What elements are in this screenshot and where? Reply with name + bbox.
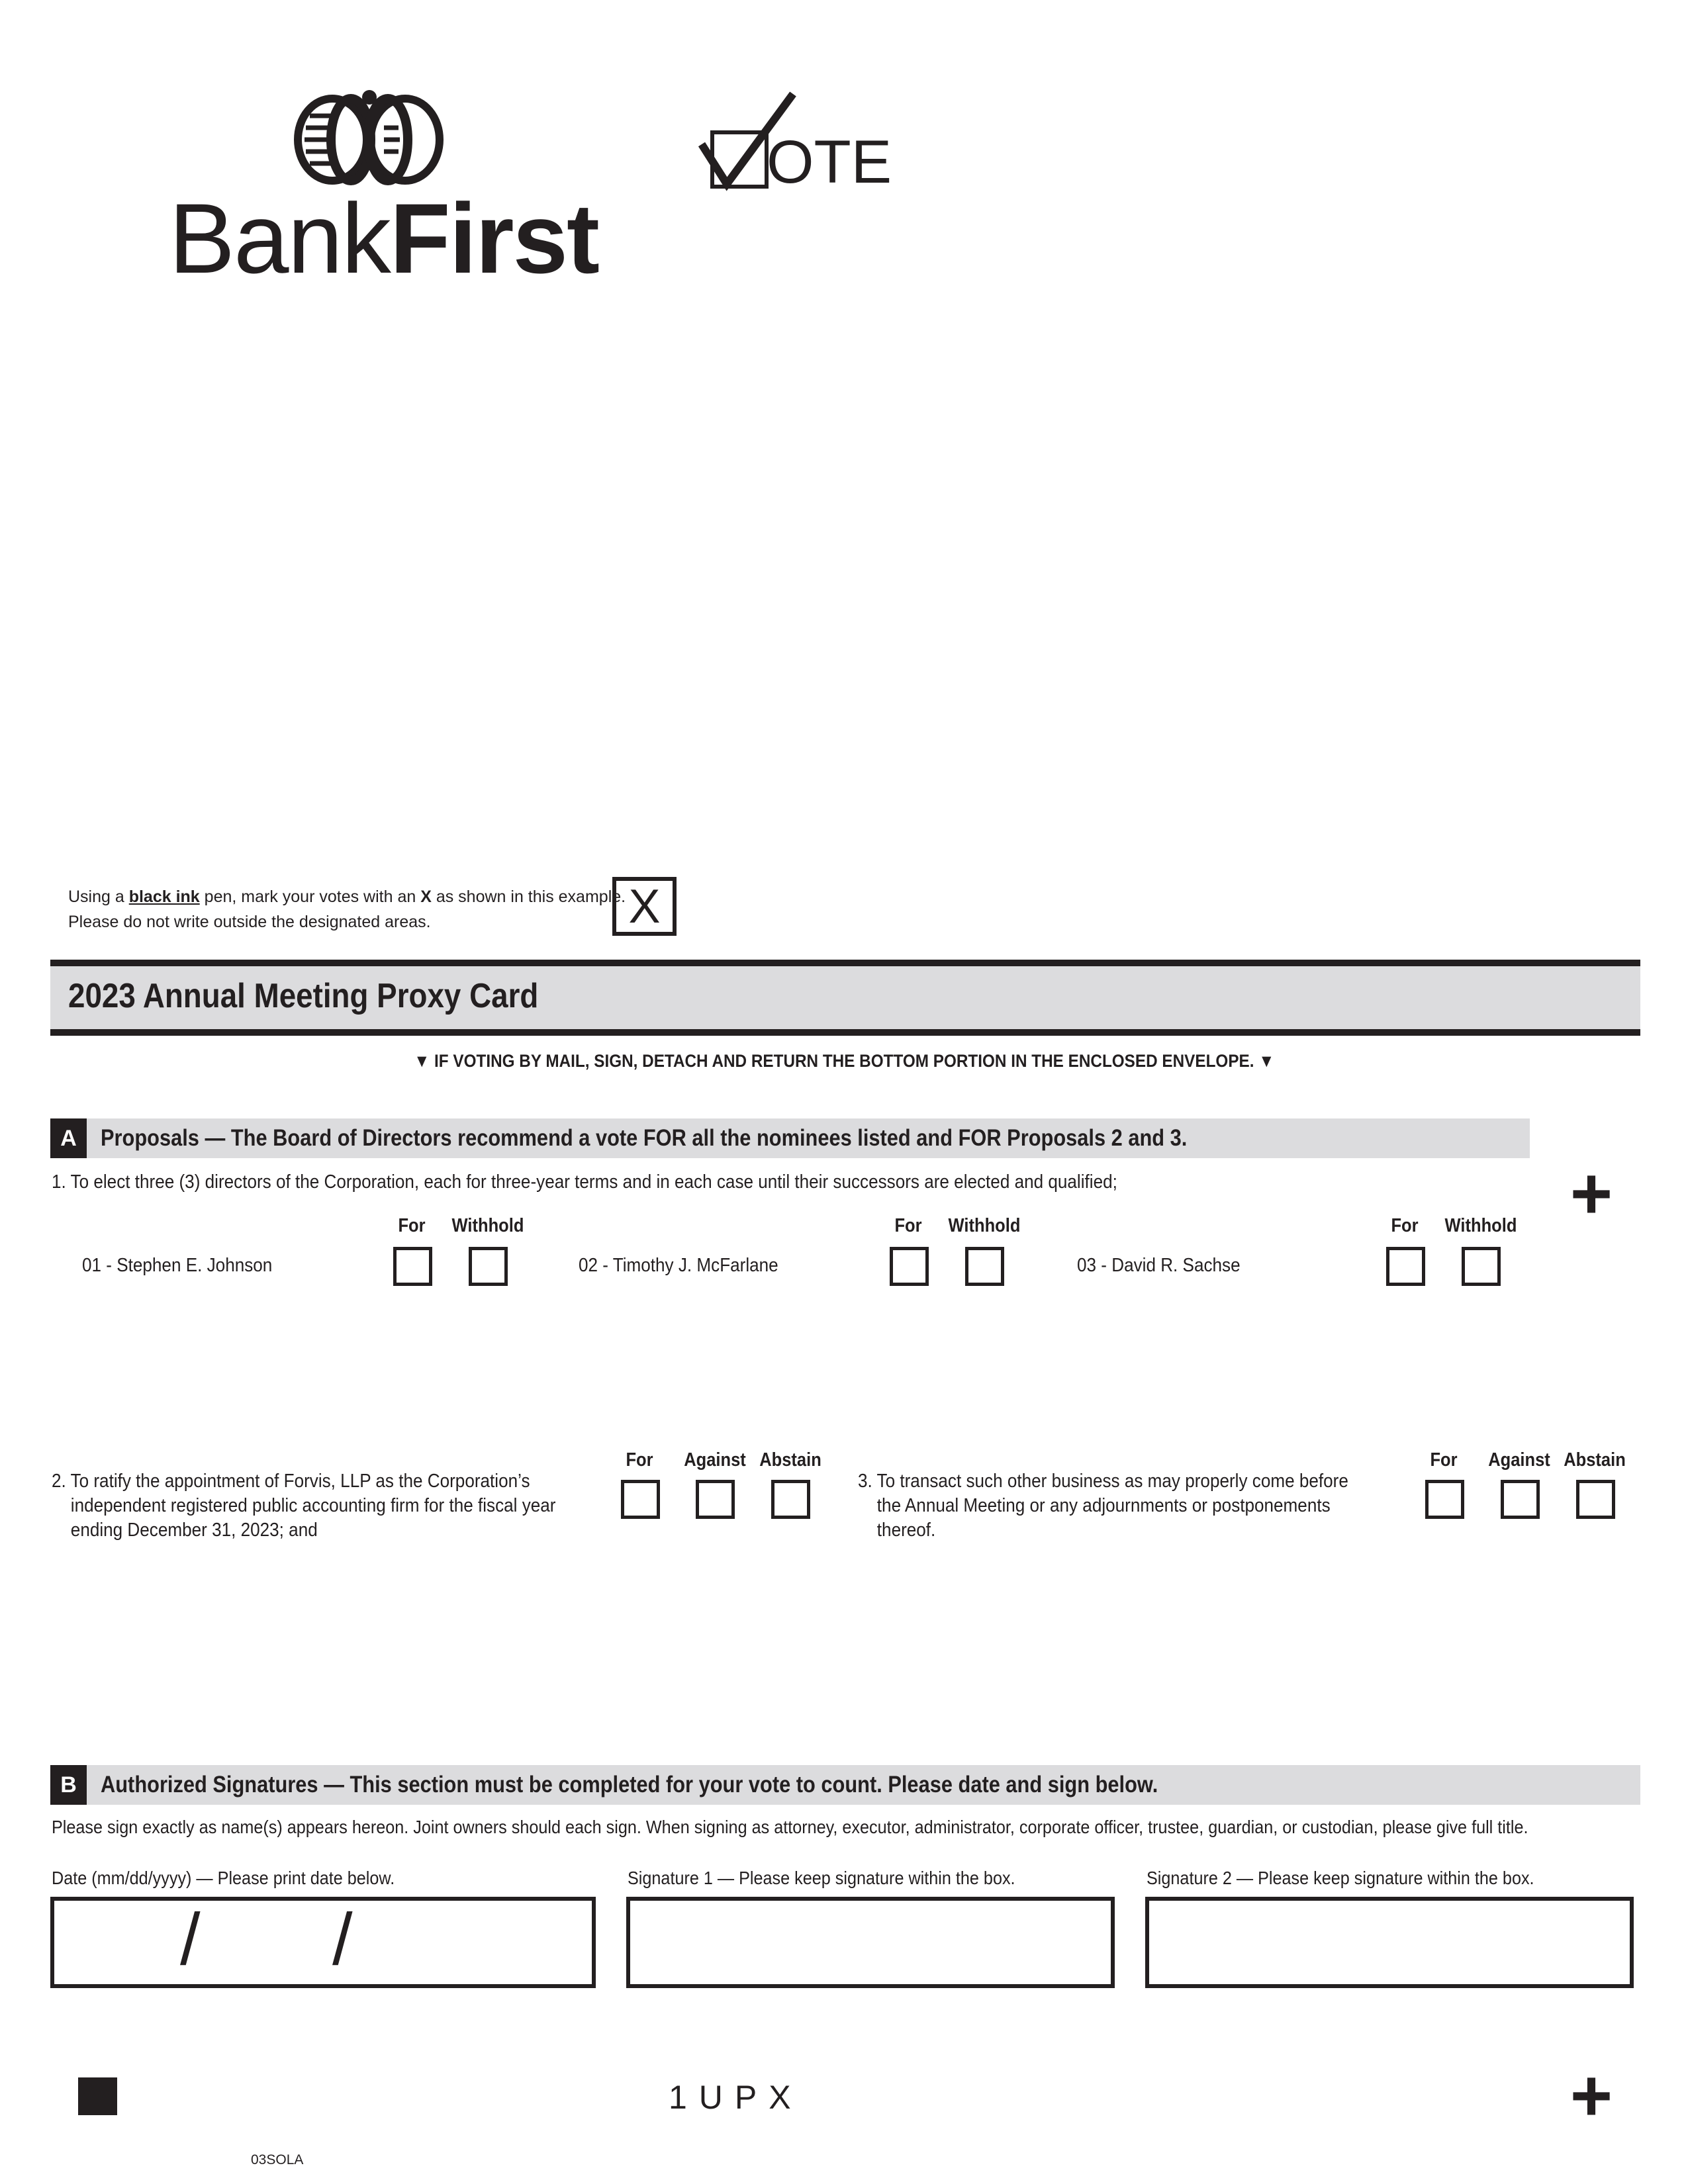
signature-1-box[interactable] — [626, 1897, 1115, 1988]
nominee-1-name: 01 - Stephen E. Johnson — [82, 1255, 273, 1276]
signature-2-box[interactable] — [1145, 1897, 1634, 1988]
section-b-title: Authorized Signatures — This section must be completed for your vote to count. Please date and sign below. — [101, 1772, 1158, 1797]
example-x-mark-box: X — [612, 877, 677, 936]
nominee-2-for-checkbox[interactable] — [890, 1247, 929, 1286]
mail-instruction: ▼ IF VOTING BY MAIL, SIGN, DETACH AND RETURN THE BOTTOM PORTION IN THE ENCLOSED ENVELOPE. ▼ — [413, 1051, 1275, 1071]
section-a-letter: A — [50, 1118, 87, 1158]
svg-text:OTE: OTE — [767, 128, 892, 196]
signature-1-label: Signature 1 — Please keep signature within the box. — [628, 1868, 1015, 1888]
registration-plus-mark-bottom: + — [1570, 2055, 1613, 2136]
proposal-3-against-checkbox[interactable] — [1501, 1480, 1540, 1519]
proposal-3-against-header: Against — [1488, 1449, 1550, 1471]
proposal-2-abstain-checkbox[interactable] — [771, 1480, 810, 1519]
date-separator: / — [332, 1899, 353, 1980]
nominee-1-withhold-header: Withhold — [451, 1215, 524, 1236]
top-rule — [50, 960, 1640, 966]
bottom-rule — [50, 1029, 1640, 1036]
nominee-3-for-checkbox[interactable] — [1386, 1247, 1425, 1286]
nominee-1-withhold-checkbox[interactable] — [469, 1247, 508, 1286]
proposal-2-abstain-header: Abstain — [759, 1449, 821, 1471]
bankfirst-logo-text: BankFirst — [169, 183, 598, 294]
proposal-2-for-header: For — [626, 1449, 653, 1471]
nominee-2-withhold-checkbox[interactable] — [965, 1247, 1004, 1286]
nominee-2-name: 02 - Timothy J. McFarlane — [579, 1255, 778, 1276]
nominee-3-for-header: For — [1391, 1215, 1419, 1236]
date-input-box[interactable] — [50, 1897, 596, 1988]
signature-instructions: Please sign exactly as name(s) appears hereon. Joint owners should each sign. When signing as attorney, executor, administrator, corporate officer, trustee, guardian, or custodian, please give full title. — [52, 1817, 1528, 1837]
nominee-1-for-checkbox[interactable] — [393, 1247, 432, 1286]
nominee-2-for-header: For — [894, 1215, 922, 1236]
proposal-3-abstain-header: Abstain — [1564, 1449, 1626, 1471]
date-separator: / — [180, 1899, 201, 1980]
nominee-2-withhold-header: Withhold — [948, 1215, 1021, 1236]
bankfirst-logo-icon — [291, 89, 447, 183]
nominee-1-for-header: For — [398, 1215, 426, 1236]
proposal-2-text: 2. To ratify the appointment of Forvis, LLP as the Corporation’s independent registered public accounting firm for the fiscal year ending December 31, 2023; and — [52, 1471, 556, 1541]
nominee-3-withhold-checkbox[interactable] — [1462, 1247, 1501, 1286]
proposal-2-for-checkbox[interactable] — [621, 1480, 660, 1519]
proposal-1-text: 1. To elect three (3) directors of the Corporation, each for three-year terms and in each case until their successors are elected and qualified; — [52, 1171, 1117, 1193]
vote-checkmark-logo — [700, 91, 892, 196]
date-label: Date (mm/dd/yyyy) — Please print date below. — [52, 1868, 395, 1888]
proposal-3-abstain-checkbox[interactable] — [1576, 1480, 1615, 1519]
registration-square-mark — [78, 2077, 117, 2115]
signature-2-label: Signature 2 — Please keep signature within the box. — [1147, 1868, 1534, 1888]
registration-plus-mark: + — [1570, 1153, 1613, 1234]
nominee-3-withhold-header: Withhold — [1444, 1215, 1517, 1236]
section-a-title: Proposals — The Board of Directors recommend a vote FOR all the nominees listed and FOR Proposals 2 and 3. — [101, 1125, 1188, 1151]
proposal-3-for-checkbox[interactable] — [1425, 1480, 1464, 1519]
proposal-3-text: 3. To transact such other business as may properly come before the Annual Meeting or any adjournments or postponements thereof. — [858, 1471, 1348, 1541]
proposal-2-against-header: Against — [684, 1449, 746, 1471]
form-code: 1UPX — [669, 2079, 803, 2116]
card-title: 2023 Annual Meeting Proxy Card — [68, 977, 539, 1015]
form-id: 03SOLA — [251, 2152, 304, 2167]
section-b-letter: B — [50, 1765, 87, 1805]
marking-instructions: Using a black ink pen, mark your votes with an X as shown in this example. Please do not write outside the designated areas. — [68, 887, 626, 931]
mail-instruction-wrap — [0, 1051, 1688, 1071]
nominee-3-name: 03 - David R. Sachse — [1077, 1255, 1241, 1276]
proposal-3-for-header: For — [1430, 1449, 1458, 1471]
proposal-2-against-checkbox[interactable] — [696, 1480, 735, 1519]
